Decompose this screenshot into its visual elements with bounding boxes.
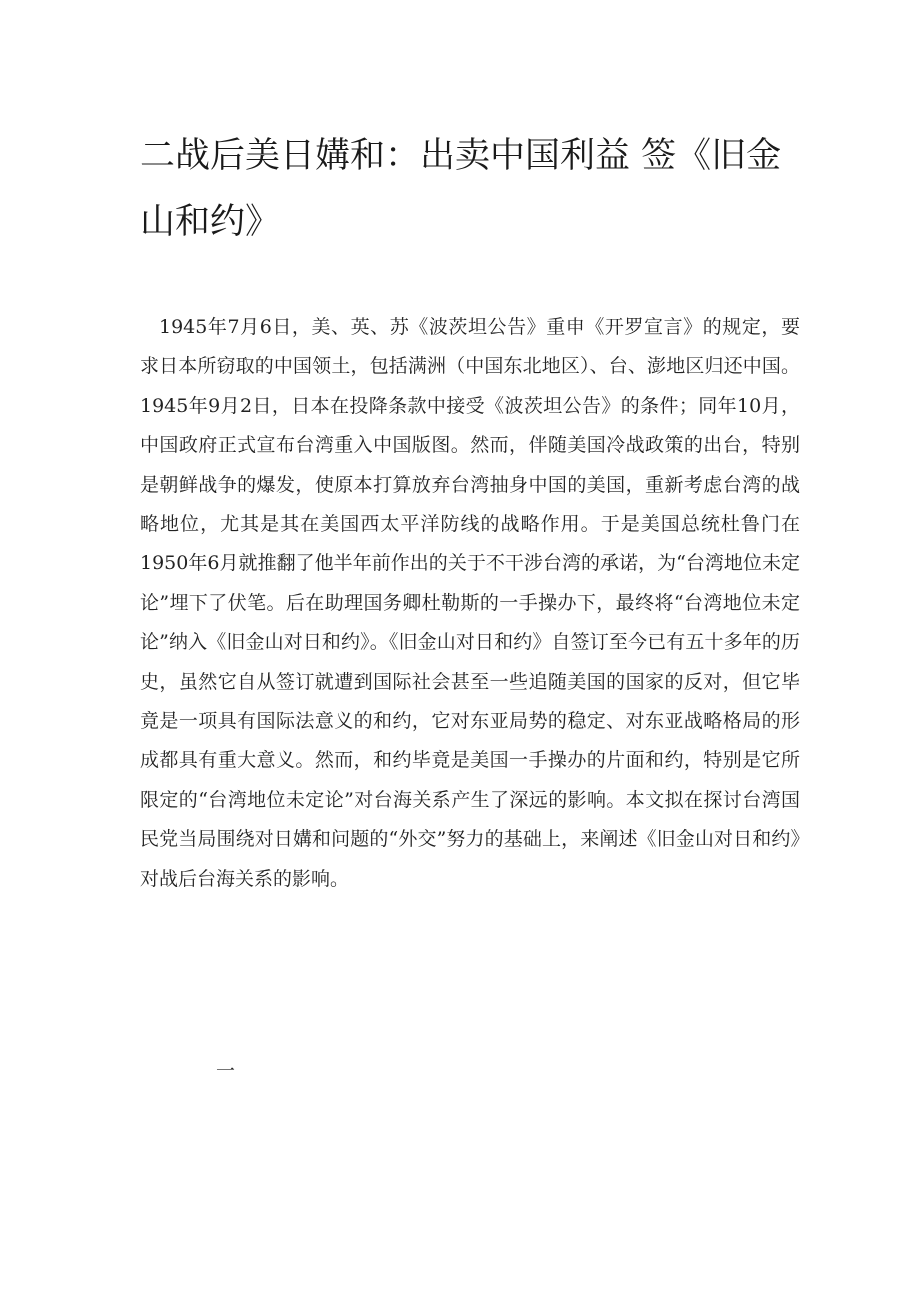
body-paragraph: 1945年7月6日，美、英、苏《波茨坦公告》重申《开罗宣言》的规定，要求日本所窃取的中国领土，包括满洲（中国东北地区）、台、澎地区归还中国。1945年9月2日，日本在投降条款中接受《波茨坦公告》的条件；同年10月，中国政府正式宣布台湾重入中国版图。然而，伴随美国冷战政策的出台，特别是朝鲜战争的爆发，使原本打算放弃台湾抽身中国的美国，重新考虑台湾的战略地位，尤其是其在美国西太平洋防线的战略作用。于是美国总统杜鲁门在1950年6月就推翻了他半年前作出的关于不干涉台湾的承诺，为“台湾地位未定论”埋下了伏笔。后在助理国务卿杜勒斯的一手操办下，最终将“台湾地位未定论”纳入《旧金山对日和约》。《旧金山对日和约》自签订至今已有五十多年的历史，虽然它自从签订就遭到国际社会甚至一些追随美国的国家的反对，但它毕竟是一项具有国际法意义的和约，它对东亚局势的稳定、对东亚战略格局的形成都具有重大意义。然而，和约毕竟是美国一手操办的片面和约，特别是它所限定的“台湾地位未定论”对台海关系产生了深远的影响。本文拟在探讨台湾国民党当局围绕对日媾和问题的“外交”努力的基础上，来阐述《旧金山对日和约》对战后台海关系的影响。: [140, 316, 800, 890]
document-title: 二战后美日媾和：出卖中国利益 签《旧金山和约》: [140, 136, 782, 242]
section-number: 一: [216, 1060, 236, 1082]
